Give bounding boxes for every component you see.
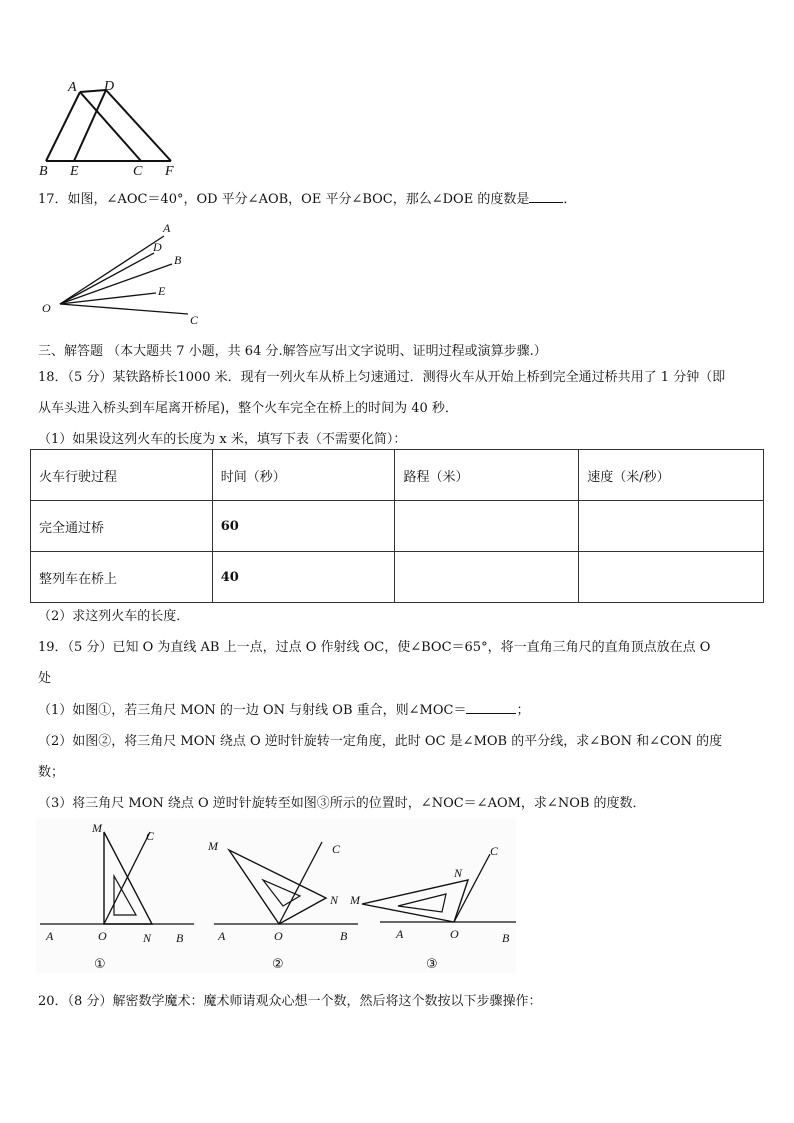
q18-line-2: 从车头进入桥头到车尾离开桥尾)，整个火车完全在桥上的时间为 40 秒．	[38, 401, 458, 416]
figure-17-angles	[36, 218, 216, 330]
fig16-label-d: D	[104, 79, 115, 94]
fig17-label-d: D	[153, 240, 162, 254]
table-row	[31, 552, 764, 603]
q19-part-1-text: （1）如图①，若三角尺 MON 的一边 ON 与射线 OB 重合，则∠MOC＝	[38, 703, 467, 718]
fig17-label-a: A	[163, 221, 171, 235]
fig1-label-m: M	[92, 821, 102, 835]
fig2-label-o: O	[274, 929, 283, 943]
q19-line-1: 19．（5 分）已知 O 为直线 AB 上一点，过点 O 作射线 OC，使∠BOC＝65°，将一直角三角尺的直角顶点放在点 O	[38, 640, 711, 655]
q19-part-3: （3）将三角尺 MON 绕点 O 逆时针旋转至如图③所示的位置时，∠NOC＝∠AOM，求∠NOB 的度数．	[38, 796, 646, 811]
fig16-label-a: A	[68, 80, 77, 95]
table-cell-blank	[579, 552, 764, 603]
table-cell: 40	[212, 552, 395, 603]
q19-answer-blank	[466, 701, 516, 714]
fig17-label-b: B	[174, 253, 182, 267]
fig16-label-c: C	[133, 164, 143, 178]
q17-tail: ．	[563, 192, 577, 207]
table-cell: 整列车在桥上	[31, 552, 213, 603]
fig1-label-a: A	[46, 929, 54, 943]
fig3-label-o: O	[450, 927, 459, 941]
fig3-label-a: A	[396, 927, 404, 941]
fig17-label-c: C	[190, 313, 199, 327]
fig16-label-f: F	[165, 164, 174, 178]
q17-text: 17．如图，∠AOC＝40°，OD 平分∠AOB，OE 平分∠BOC，那么∠DOE 的度数是	[38, 192, 530, 207]
table-header-cell: 火车行驶过程	[31, 450, 213, 501]
section-3-heading: 三、解答题 （本大题共 7 小题，共 64 分.解答应写出文字说明、证明过程或演算步骤.）	[38, 344, 547, 359]
figure-caption-2: ②	[272, 957, 284, 972]
fig2-label-m: M	[208, 839, 218, 853]
fig2-label-a: A	[218, 929, 226, 943]
q18-part-2: （2）求这列火车的长度．	[38, 609, 190, 624]
figure-caption-1: ①	[94, 957, 106, 972]
table-header-cell: 路程（米）	[395, 450, 579, 501]
fig2-label-c: C	[332, 842, 341, 856]
fig1-label-b: B	[176, 931, 184, 945]
fig2-label-n: N	[330, 893, 339, 907]
fig17-label-e: E	[158, 284, 166, 298]
q19-part-1	[38, 699, 529, 718]
figure-16-trapezoid	[36, 76, 186, 178]
fig3-label-c: C	[490, 844, 499, 858]
figure-19-triangles	[36, 818, 526, 978]
fig1-label-o: O	[98, 929, 107, 943]
table-cell-blank	[579, 501, 764, 552]
table-cell: 60	[212, 501, 395, 552]
fig1-label-n: N	[143, 931, 152, 945]
question-17	[38, 188, 576, 207]
fig1-label-c: C	[146, 829, 155, 843]
q19-part-2-line-2: 数；	[38, 765, 65, 780]
q18-line-1: 18．（5 分）某铁路桥长1000 米．现有一列火车从桥上匀速通过．测得火车从开始上桥到完全通过桥共用了 1 分钟（即	[38, 370, 726, 385]
table-header-row	[31, 450, 764, 501]
table-header-cell: 速度（米/秒）	[579, 450, 764, 501]
q19-part-1-tail: ；	[516, 703, 530, 718]
table-cell-blank	[395, 501, 579, 552]
table-cell: 完全通过桥	[31, 501, 213, 552]
q18-part-1: （1）如果设这列火车的长度为 x 米，填写下表（不需要化简）：	[38, 432, 407, 447]
question-20: 20．（8 分）解密数学魔术：魔术师请观众心想一个数，然后将这个数按以下步骤操作：	[38, 994, 542, 1009]
figure-caption-3: ③	[426, 957, 438, 972]
table-header-cell: 时间（秒）	[212, 450, 395, 501]
fig3-label-b: B	[502, 931, 510, 945]
q18-table	[30, 449, 764, 603]
q19-line-2: 处	[38, 671, 52, 686]
table-row	[31, 501, 764, 552]
fig2-label-b: B	[340, 929, 348, 943]
fig17-label-o: O	[42, 301, 51, 315]
table-cell-blank	[395, 552, 579, 603]
fig3-label-n: N	[454, 866, 463, 880]
q19-part-2-line-1: （2）如图②，将三角尺 MON 绕点 O 逆时针旋转一定角度，此时 OC 是∠MOB 的平分线，求∠BON 和∠CON 的度	[38, 734, 723, 749]
fig16-label-b: B	[39, 164, 48, 178]
fig16-label-e: E	[70, 164, 79, 178]
fig3-label-m: M	[350, 893, 360, 907]
q17-answer-blank	[529, 190, 563, 203]
